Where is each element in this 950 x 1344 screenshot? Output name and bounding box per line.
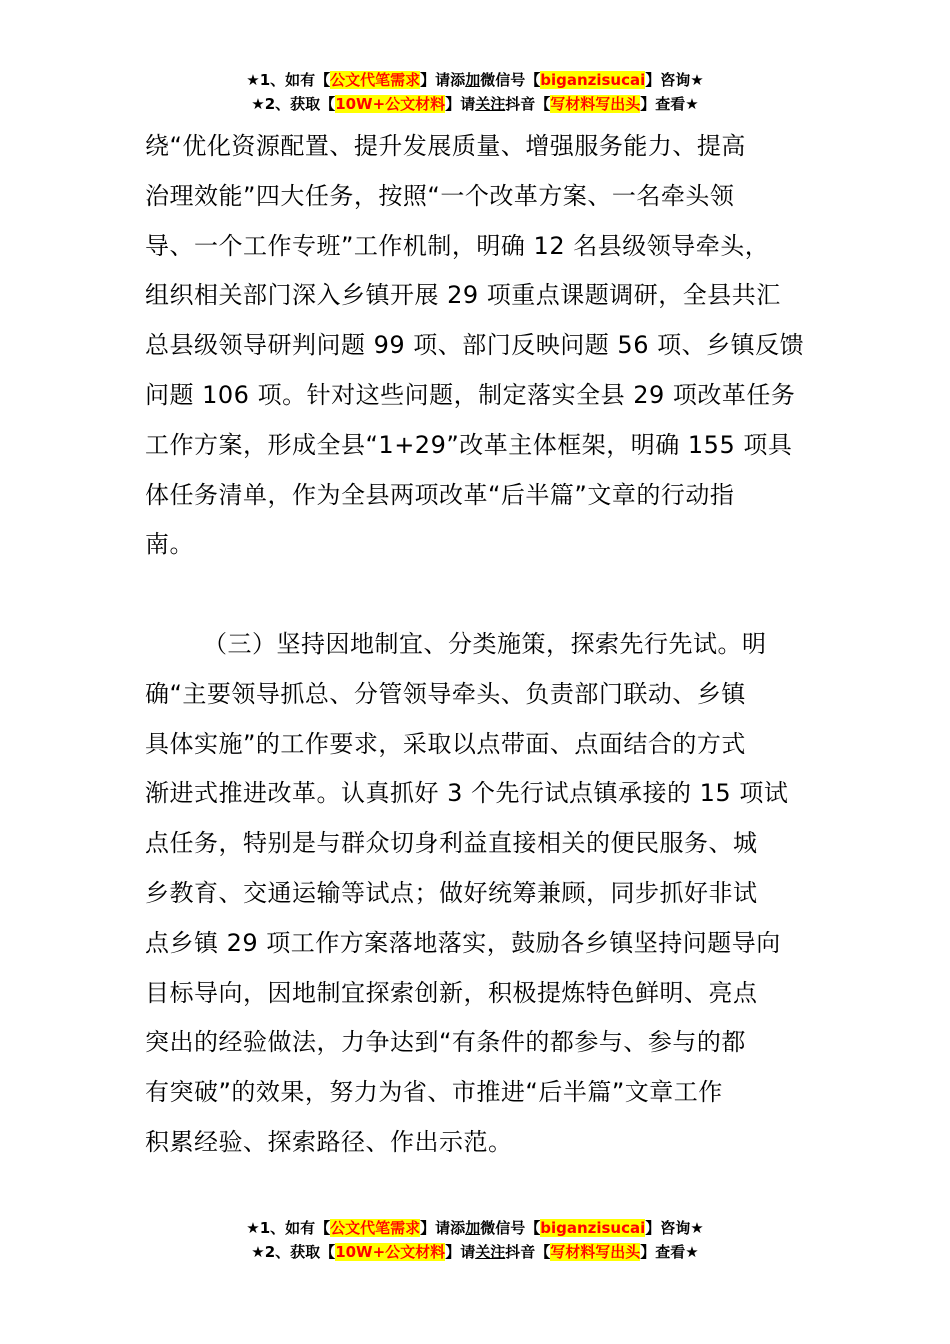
- text-line: 有突破”的效果，努力为省、市推进“后半篇”文章工作: [145, 1078, 723, 1107]
- highlight-wechat-id: biganzisucai: [540, 1219, 646, 1237]
- text-line: 点任务，特别是与群众切身利益直接相关的便民服务、城: [145, 829, 758, 858]
- footer-banner: [0, 1216, 950, 1264]
- banner-line-1: ★1、如有【公文代笔需求】请添加微信号【biganzisucai】咨询★: [246, 1219, 704, 1237]
- banner-line-2: ★2、获取【10W+公文材料】请关注抖音【写材料写出头】查看★: [251, 95, 699, 113]
- highlight-wechat-id: biganzisucai: [540, 71, 646, 89]
- text-line: 南。: [145, 530, 194, 559]
- text-line: 突出的经验做法，力争达到“有条件的都参与、参与的都: [145, 1028, 746, 1057]
- paragraph-1: [145, 122, 810, 570]
- highlight-service: 公文代笔需求: [330, 1219, 421, 1237]
- highlight-service: 公文代笔需求: [330, 71, 421, 89]
- text-line: （三）坚持因地制宜、分类施策，探索先行先试。明: [203, 629, 767, 658]
- banner-line-2: ★2、获取【10W+公文材料】请关注抖音【写材料写出头】查看★: [251, 1243, 699, 1261]
- highlight-materials: 10W+公文材料: [335, 1243, 446, 1261]
- paragraph-gap: [145, 570, 810, 620]
- text-line: 积累经验、探索路径、作出示范。: [145, 1127, 513, 1156]
- text-line: 绕“优化资源配置、提升发展质量、增强服务能力、提高: [145, 132, 746, 160]
- text-line: 总县级领导研判问题 99 项、部门反映问题 56 项、乡镇反馈: [145, 331, 805, 360]
- text-line: 体任务清单，作为全县两项改革“后半篇”文章的行动指: [145, 480, 735, 509]
- document-body: [145, 122, 810, 1168]
- text-line: 渐进式推进改革。认真抓好 3 个先行试点镇承接的 15 项试: [145, 779, 789, 808]
- highlight-douyin: 写材料写出头: [550, 1243, 641, 1261]
- text-line: 点乡镇 29 项工作方案落地落实，鼓励各乡镇坚持问题导向: [145, 928, 781, 957]
- text-line: 具体实施”的工作要求，采取以点带面、点面结合的方式: [145, 729, 746, 758]
- banner-line-1: ★1、如有【公文代笔需求】请添加微信号【biganzisucai】咨询★: [246, 71, 704, 89]
- text-line: 组织相关部门深入乡镇开展 29 项重点课题调研，全县共汇: [145, 281, 781, 310]
- text-line: 确“主要领导抓总、分管领导牵头、负责部门联动、乡镇: [145, 679, 746, 708]
- text-line: 治理效能”四大任务，按照“一个改革方案、一名牵头领: [145, 181, 735, 210]
- text-line: 工作方案，形成全县“1+29”改革主体框架，明确 155 项具: [145, 430, 793, 459]
- paragraph-2: [145, 620, 810, 1168]
- header-banner: [0, 68, 950, 116]
- text-line: 目标导向，因地制宜探索创新，积极提炼特色鲜明、亮点: [145, 978, 758, 1007]
- text-line: 乡教育、交通运输等试点；做好统筹兼顾，同步抓好非试: [145, 878, 758, 907]
- text-line: 问题 106 项。针对这些问题，制定落实全县 29 项改革任务: [145, 380, 796, 409]
- highlight-douyin: 写材料写出头: [550, 95, 641, 113]
- text-line: 导、一个工作专班”工作机制，明确 12 名县级领导牵头，: [145, 231, 770, 260]
- highlight-materials: 10W+公文材料: [335, 95, 446, 113]
